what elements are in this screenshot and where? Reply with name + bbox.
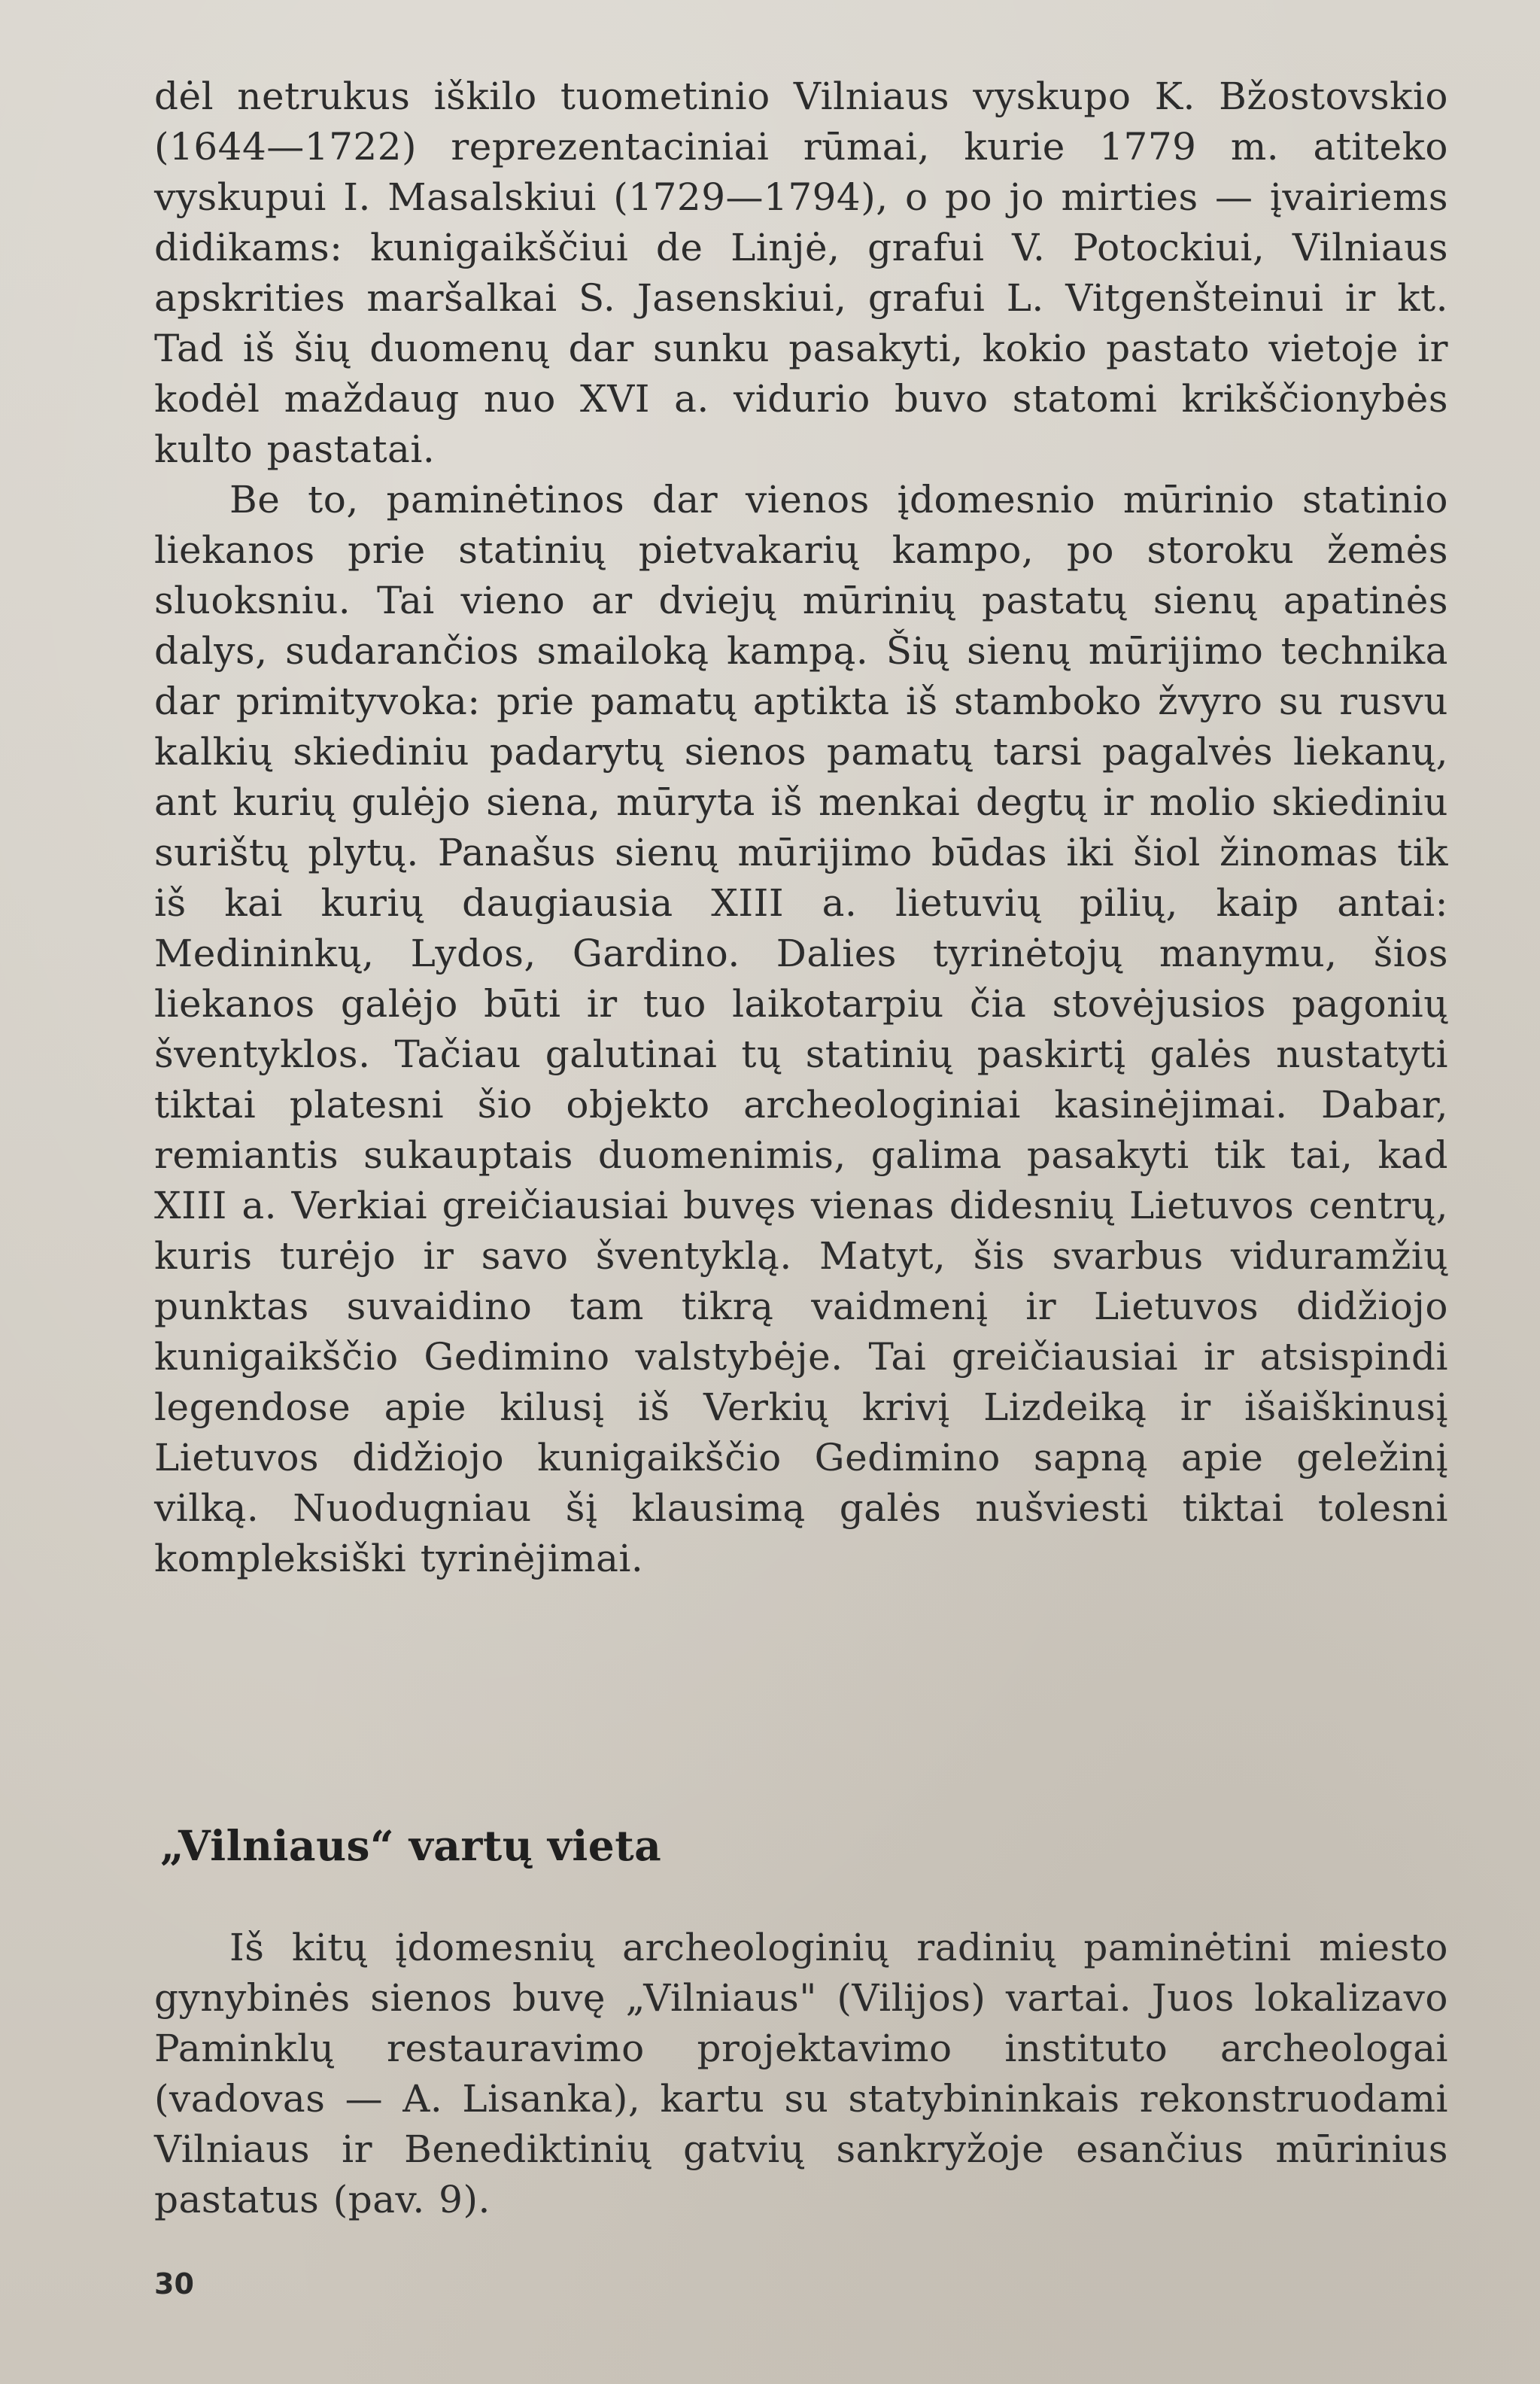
- section-heading: „Vilniaus“ vartų vieta: [160, 1821, 662, 1870]
- body-text-bottom: [154, 1923, 1448, 2225]
- paragraph-remains: Be to, paminėtinos dar vienos įdomesnio mūrinio statinio liekanos prie statinių pietvakarių kampo, po storoku žemės sluoksniu. Tai vieno ar dviejų mūrinių pastatų sienų apatinės dalys, sudarančios smailoką kampą. Šių sienų mūrijimo technika dar primityvoka: prie pamatų aptikta iš stamboko žvyro su rusvu kalkių skiediniu padarytų sienos pamatų tarsi pagalvės liekanų, ant kurių gulėjo siena, mūryta iš menkai degtų ir molio skiediniu surištų plytų. Panašus sienų mūrijimo būdas iki šiol žinomas tik iš kai kurių daugiausia XIII a. lietuvių pilių, kaip antai: Medininkų, Lydos, Gardino. Dalies tyrinėtojų manymu, šios liekanos galėjo būti ir tuo laikotarpiu čia stovėjusios pagonių šventyklos. Tačiau galutinai tų statinių paskirtį galės nustatyti tiktai platesni šio objekto archeologiniai kasinėjimai. Dabar, remiantis sukauptais duomenimis, galima pasakyti tik tai, kad XIII a. Verkiai greičiausiai buvęs vienas didesnių Lietuvos centrų, kuris turėjo ir savo šventyklą. Matyt, šis svarbus viduramžių punktas suvaidino tam tikrą vaidmenį ir Lietuvos didžiojo kunigaikščio Gedimino valstybėje. Tai greičiausiai ir atsispindi legendose apie kilusį iš Verkių krivį Lizdeiką ir išaiškinusį Lietuvos didžiojo kunigaikščio Gedimino sapną apie geležinį vilką. Nuodugniau šį klausimą galės nušviesti tiktai tolesni kompleksiški tyrinėjimai.: [154, 478, 1448, 1580]
- paragraph-vilnius-gate: Iš kitų įdomesnių archeologinių radinių paminėtini miesto gynybinės sienos buvę „Vilniaus" (Vilijos) vartai. Juos lokalizavo Paminklų restauravimo projektavimo instituto archeologai (vadovas — A. Lisanka), kartu su statybininkais rekonstruodami Vilniaus ir Benediktinių gatvių sankryžoje esančius mūrinius pastatus (pav. 9).: [154, 1926, 1448, 2221]
- paragraph-continuation: dėl netrukus iškilo tuometinio Vilniaus vyskupo K. Bžostovskio (1644—1722) reprezentaciniai rūmai, kurie 1779 m. atiteko vyskupui I. Masalskiui (1729—1794), o po jo mirties — įvairiems didikams: kunigaikščiui de Linjė, grafui V. Potockiui, Vilniaus apskrities maršalkai S. Jasenskiui, grafui L. Vitgenšteinui ir kt. Tad iš šių duomenų dar sunku pasakyti, kokio pastato vietoje ir kodėl maždaug nuo XVI a. vidurio buvo statomi krikščionybės kulto pastatai.: [154, 74, 1448, 471]
- body-text-top: [154, 71, 1448, 1584]
- page-number: 30: [154, 2267, 194, 2300]
